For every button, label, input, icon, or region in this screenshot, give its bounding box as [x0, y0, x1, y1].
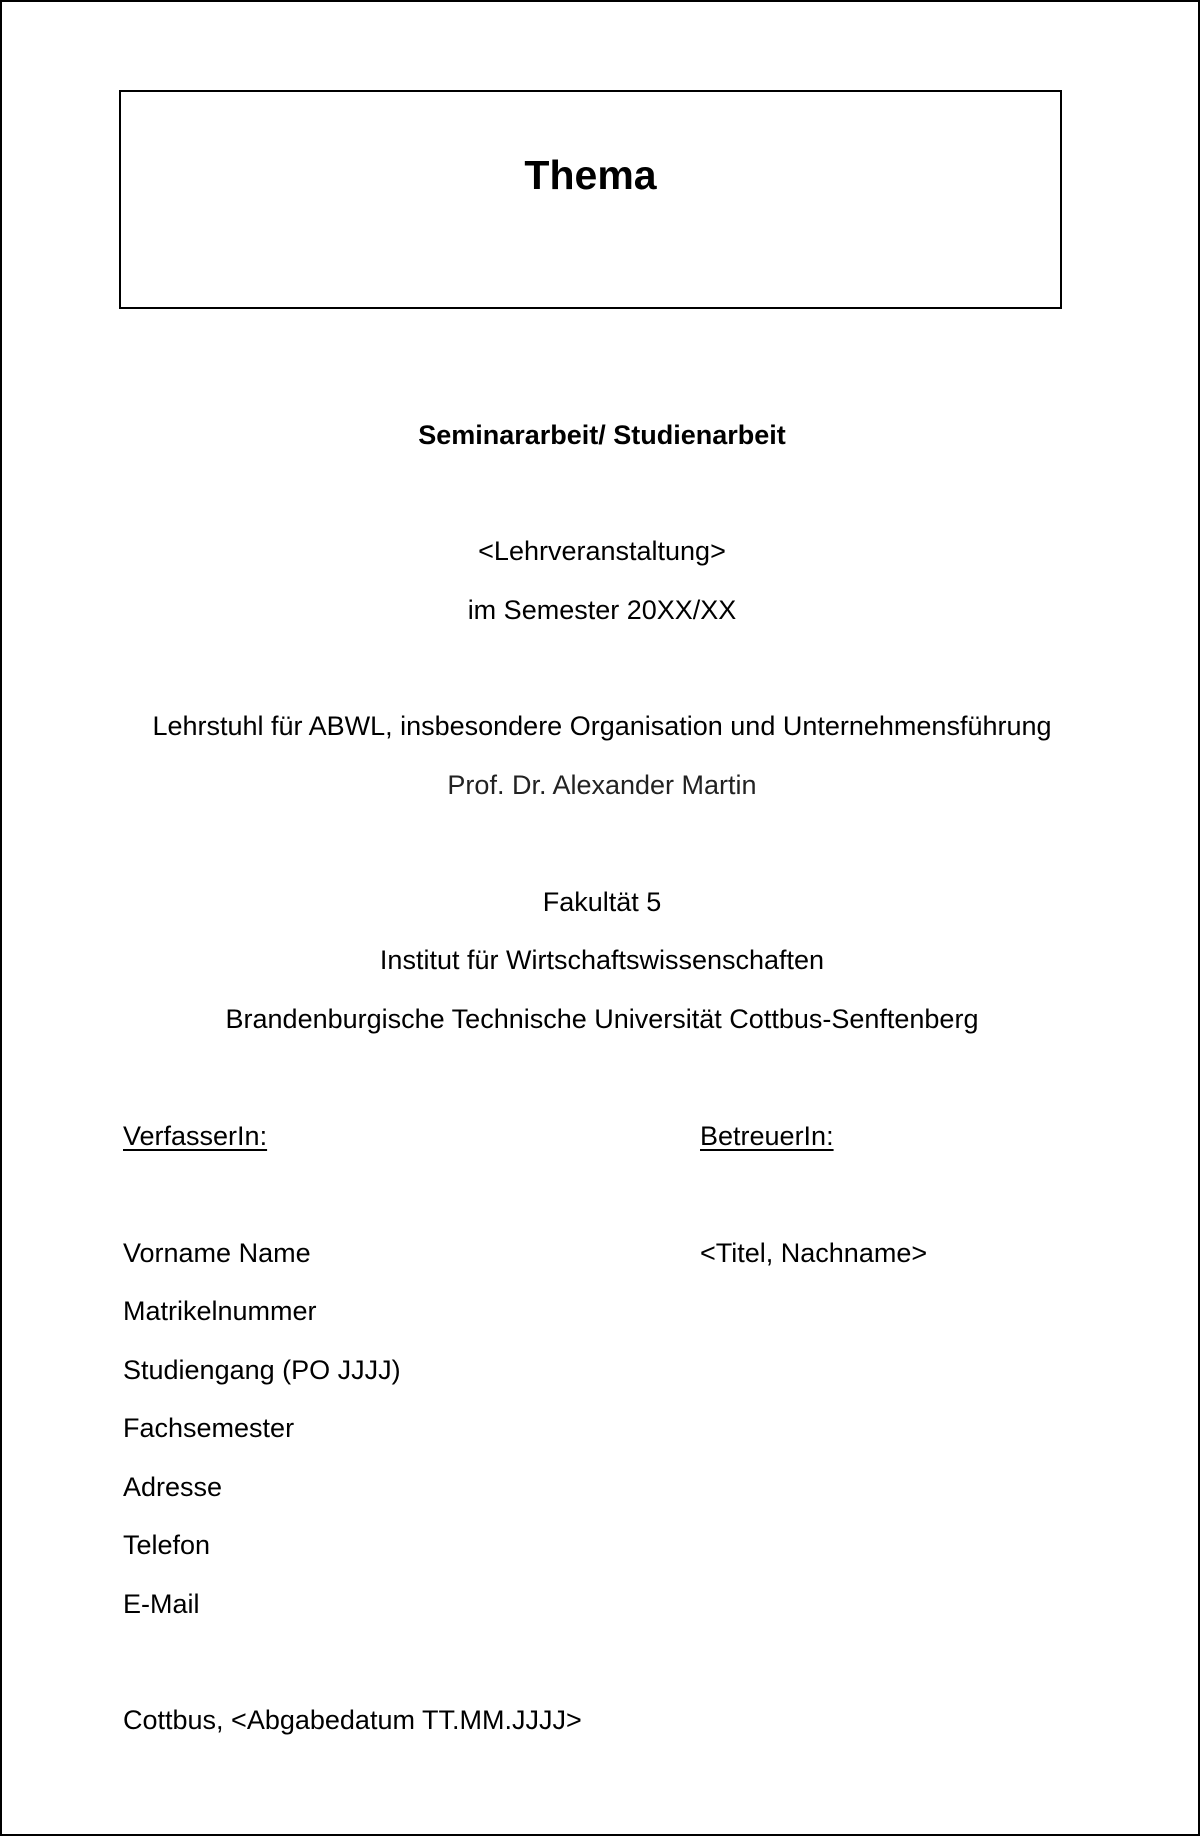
author-heading: VerfasserIn:: [123, 1121, 268, 1151]
university: Brandenburgische Technische Universität Cottbus-Senftenberg: [225, 1004, 979, 1034]
semester: im Semester 20XX/XX: [467, 595, 737, 625]
supervisor-name: <Titel, Nachname>: [700, 1238, 928, 1268]
author-phone: Telefon: [123, 1530, 211, 1560]
document-title: Thema: [524, 152, 657, 198]
title-box: [119, 90, 1062, 309]
author-name: Vorname Name: [123, 1238, 311, 1268]
supervisor-heading: BetreuerIn:: [700, 1121, 834, 1151]
author-email: E-Mail: [123, 1589, 200, 1619]
author-study-program: Studiengang (PO JJJJ): [123, 1355, 401, 1385]
work-type: Seminararbeit/ Studienarbeit: [418, 420, 786, 450]
course-name: <Lehrveranstaltung>: [478, 536, 726, 566]
faculty: Fakultät 5: [542, 887, 662, 917]
author-matriculation: Matrikelnummer: [123, 1296, 317, 1326]
chair: Lehrstuhl für ABWL, insbesondere Organisation und Unternehmensführung: [152, 711, 1052, 741]
place-date: Cottbus, <Abgabedatum TT.MM.JJJJ>: [123, 1705, 582, 1735]
institute: Institut für Wirtschaftswissenschaften: [379, 945, 825, 975]
professor: Prof. Dr. Alexander Martin: [447, 770, 757, 800]
author-address: Adresse: [123, 1472, 223, 1502]
author-semester: Fachsemester: [123, 1413, 295, 1443]
